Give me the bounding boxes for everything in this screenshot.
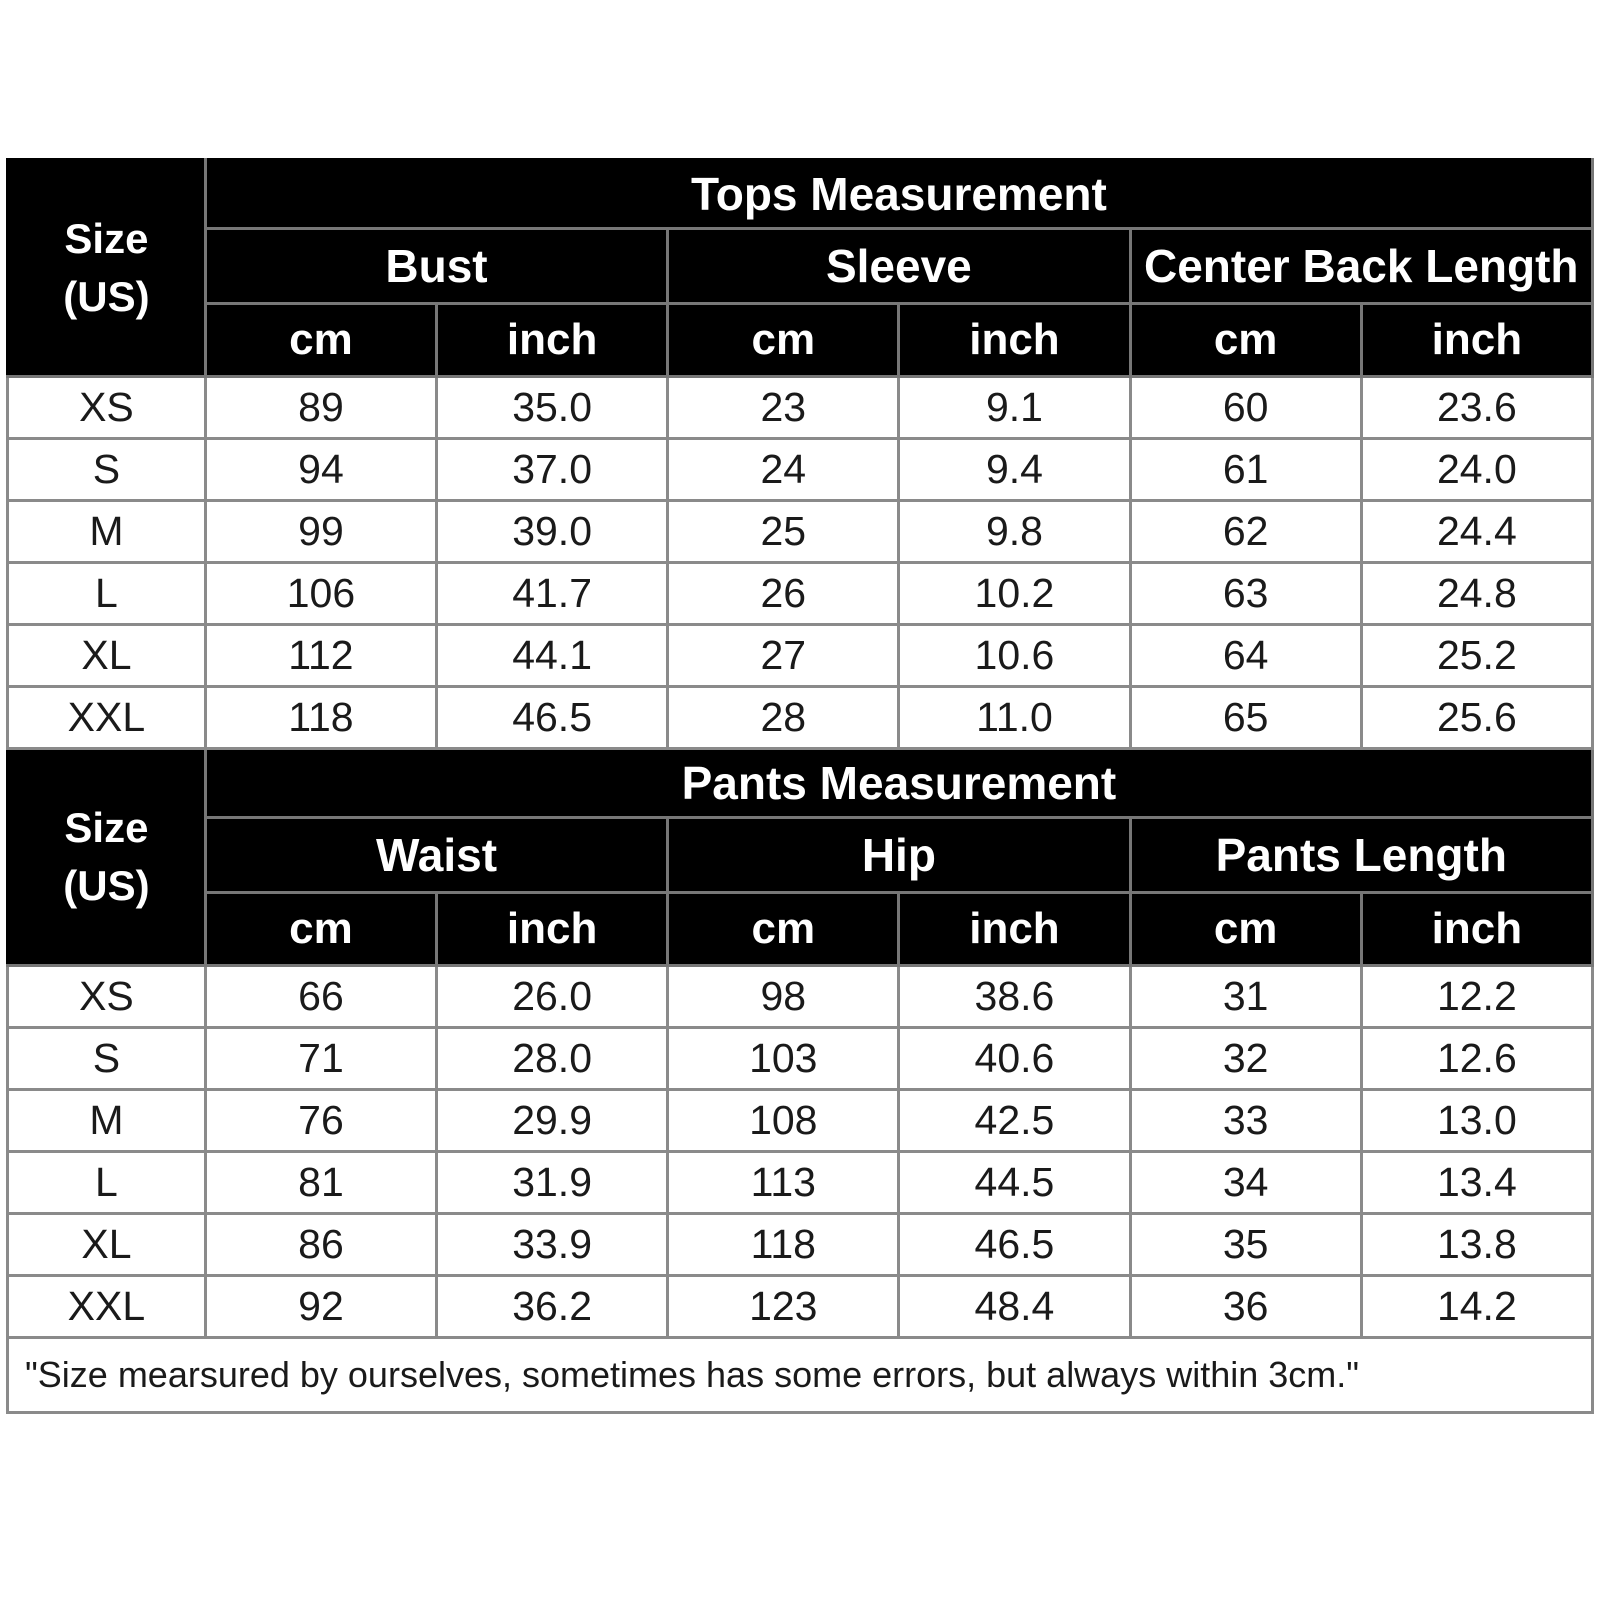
value-cell: 62 <box>1130 501 1361 563</box>
value-cell: 9.8 <box>899 501 1130 563</box>
table-row <box>8 563 1593 625</box>
size-cell: XS <box>8 966 206 1028</box>
pants-title-row <box>8 749 1593 818</box>
value-cell: 66 <box>205 966 436 1028</box>
value-cell: 92 <box>205 1276 436 1338</box>
value-cell: 24 <box>668 439 899 501</box>
value-cell: 10.6 <box>899 625 1130 687</box>
value-cell: 46.5 <box>437 687 668 749</box>
value-cell: 64 <box>1130 625 1361 687</box>
value-cell: 12.2 <box>1361 966 1592 1028</box>
value-cell: 65 <box>1130 687 1361 749</box>
table-row <box>8 377 1593 439</box>
unit-header: inch <box>437 893 668 966</box>
value-cell: 12.6 <box>1361 1028 1592 1090</box>
table-row <box>8 439 1593 501</box>
value-cell: 81 <box>205 1152 436 1214</box>
value-cell: 98 <box>668 966 899 1028</box>
value-cell: 46.5 <box>899 1214 1130 1276</box>
value-cell: 29.9 <box>437 1090 668 1152</box>
measurement-group-header: Sleeve <box>668 229 1130 304</box>
unit-header: inch <box>1361 304 1592 377</box>
value-cell: 11.0 <box>899 687 1130 749</box>
unit-header: cm <box>668 304 899 377</box>
size-cell: S <box>8 439 206 501</box>
size-cell: XS <box>8 377 206 439</box>
value-cell: 24.4 <box>1361 501 1592 563</box>
table-row <box>8 966 1593 1028</box>
measurement-group-header: Hip <box>668 818 1130 893</box>
value-cell: 41.7 <box>437 563 668 625</box>
tops-section-title: Tops Measurement <box>205 160 1592 229</box>
value-cell: 24.0 <box>1361 439 1592 501</box>
tops-unit-row <box>8 304 1593 377</box>
value-cell: 112 <box>205 625 436 687</box>
size-chart <box>6 158 1594 1414</box>
measurement-group-header: Waist <box>205 818 667 893</box>
unit-header: inch <box>1361 893 1592 966</box>
value-cell: 34 <box>1130 1152 1361 1214</box>
unit-header: cm <box>205 304 436 377</box>
value-cell: 108 <box>668 1090 899 1152</box>
value-cell: 9.1 <box>899 377 1130 439</box>
table-row <box>8 1214 1593 1276</box>
value-cell: 40.6 <box>899 1028 1130 1090</box>
value-cell: 63 <box>1130 563 1361 625</box>
tops-title-row <box>8 160 1593 229</box>
value-cell: 118 <box>205 687 436 749</box>
measurement-group-header: Bust <box>205 229 667 304</box>
value-cell: 9.4 <box>899 439 1130 501</box>
unit-header: cm <box>1130 893 1361 966</box>
size-cell: XL <box>8 625 206 687</box>
unit-header: cm <box>1130 304 1361 377</box>
table-row <box>8 1090 1593 1152</box>
value-cell: 13.4 <box>1361 1152 1592 1214</box>
value-cell: 25.6 <box>1361 687 1592 749</box>
tops-group-row <box>8 229 1593 304</box>
value-cell: 38.6 <box>899 966 1130 1028</box>
value-cell: 44.5 <box>899 1152 1130 1214</box>
pants-section-title: Pants Measurement <box>205 749 1592 818</box>
value-cell: 14.2 <box>1361 1276 1592 1338</box>
pants-size-header <box>8 749 206 966</box>
value-cell: 71 <box>205 1028 436 1090</box>
value-cell: 48.4 <box>899 1276 1130 1338</box>
value-cell: 33 <box>1130 1090 1361 1152</box>
value-cell: 23.6 <box>1361 377 1592 439</box>
table-row <box>8 1028 1593 1090</box>
size-cell: M <box>8 1090 206 1152</box>
value-cell: 39.0 <box>437 501 668 563</box>
value-cell: 99 <box>205 501 436 563</box>
value-cell: 42.5 <box>899 1090 1130 1152</box>
note-row <box>8 1338 1593 1413</box>
value-cell: 28.0 <box>437 1028 668 1090</box>
table-row <box>8 625 1593 687</box>
value-cell: 35 <box>1130 1214 1361 1276</box>
value-cell: 13.0 <box>1361 1090 1592 1152</box>
pants-section <box>8 749 1593 1338</box>
unit-header: inch <box>437 304 668 377</box>
tops-size-header <box>8 160 206 377</box>
size-cell: S <box>8 1028 206 1090</box>
tops-section <box>8 160 1593 749</box>
measurement-group-header: Pants Length <box>1130 818 1592 893</box>
value-cell: 36 <box>1130 1276 1361 1338</box>
value-cell: 35.0 <box>437 377 668 439</box>
table-row <box>8 687 1593 749</box>
value-cell: 28 <box>668 687 899 749</box>
value-cell: 36.2 <box>437 1276 668 1338</box>
value-cell: 31 <box>1130 966 1361 1028</box>
value-cell: 118 <box>668 1214 899 1276</box>
value-cell: 89 <box>205 377 436 439</box>
value-cell: 33.9 <box>437 1214 668 1276</box>
size-cell: M <box>8 501 206 563</box>
size-cell: XXL <box>8 687 206 749</box>
table-row <box>8 501 1593 563</box>
value-cell: 86 <box>205 1214 436 1276</box>
unit-header: inch <box>899 304 1130 377</box>
size-cell: XXL <box>8 1276 206 1338</box>
table-row <box>8 1152 1593 1214</box>
note-section <box>8 1338 1593 1413</box>
value-cell: 26 <box>668 563 899 625</box>
value-cell: 103 <box>668 1028 899 1090</box>
value-cell: 94 <box>205 439 436 501</box>
unit-header: cm <box>205 893 436 966</box>
value-cell: 37.0 <box>437 439 668 501</box>
value-cell: 123 <box>668 1276 899 1338</box>
size-header-line: (US) <box>63 273 150 320</box>
value-cell: 60 <box>1130 377 1361 439</box>
measurement-note: "Size mearsured by ourselves, sometimes has some errors, but always within 3cm." <box>8 1338 1593 1413</box>
value-cell: 13.8 <box>1361 1214 1592 1276</box>
value-cell: 25 <box>668 501 899 563</box>
value-cell: 10.2 <box>899 563 1130 625</box>
value-cell: 27 <box>668 625 899 687</box>
unit-header: cm <box>668 893 899 966</box>
size-header-line: (US) <box>63 862 150 909</box>
size-cell: XL <box>8 1214 206 1276</box>
size-chart-table <box>6 158 1594 1414</box>
value-cell: 24.8 <box>1361 563 1592 625</box>
value-cell: 31.9 <box>437 1152 668 1214</box>
value-cell: 106 <box>205 563 436 625</box>
value-cell: 26.0 <box>437 966 668 1028</box>
pants-unit-row <box>8 893 1593 966</box>
size-header-line: Size <box>64 215 149 262</box>
size-header-line: Size <box>64 804 149 851</box>
value-cell: 61 <box>1130 439 1361 501</box>
value-cell: 25.2 <box>1361 625 1592 687</box>
table-row <box>8 1276 1593 1338</box>
value-cell: 44.1 <box>437 625 668 687</box>
pants-group-row <box>8 818 1593 893</box>
size-cell: L <box>8 1152 206 1214</box>
measurement-group-header: Center Back Length <box>1130 229 1592 304</box>
value-cell: 76 <box>205 1090 436 1152</box>
value-cell: 23 <box>668 377 899 439</box>
unit-header: inch <box>899 893 1130 966</box>
size-cell: L <box>8 563 206 625</box>
value-cell: 113 <box>668 1152 899 1214</box>
value-cell: 32 <box>1130 1028 1361 1090</box>
